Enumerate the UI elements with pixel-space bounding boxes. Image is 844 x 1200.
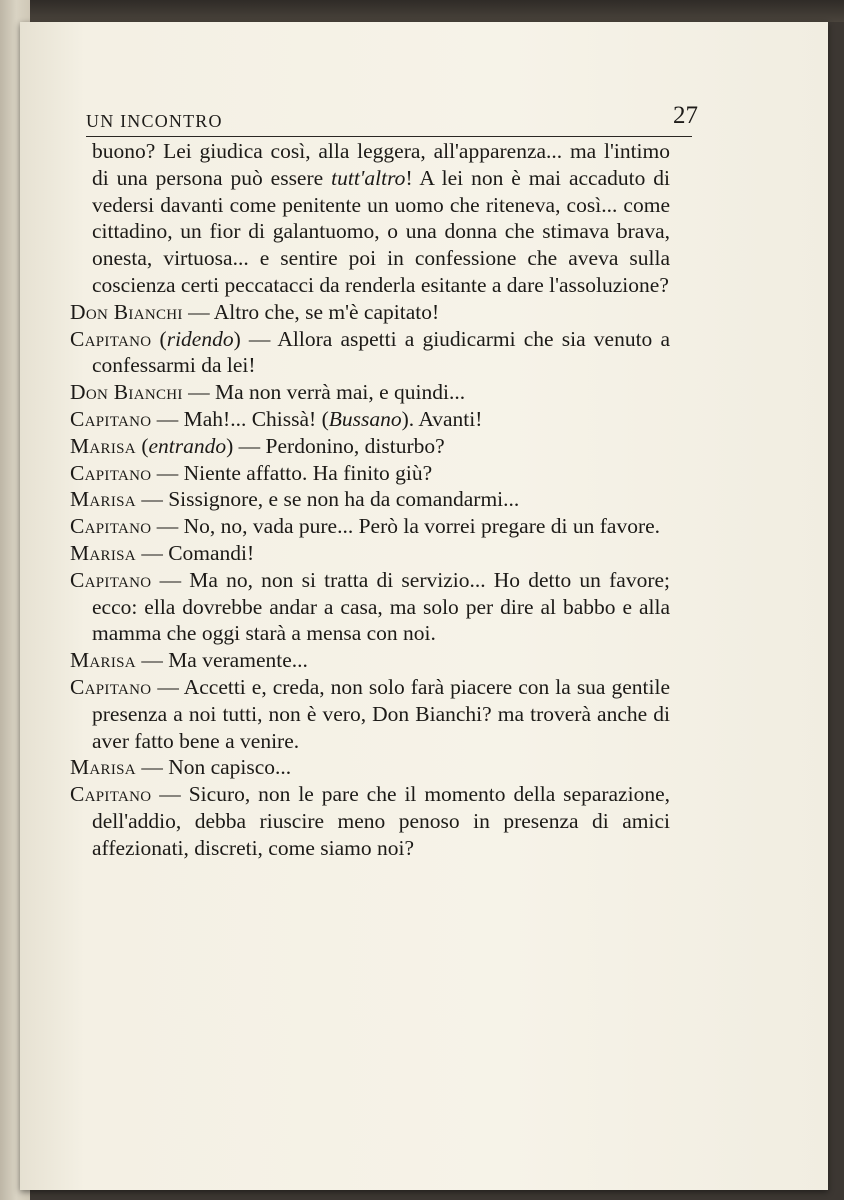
speaker-name: Marisa [70,487,136,512]
dialogue-line: Capitano (ridendo) — Allora aspetti a giudicarmi che sia venuto a confessarmi da lei! [70,326,670,378]
emphasis: tutt'altro [331,165,406,190]
stage-direction: Bussano [328,406,402,431]
speaker-name: Capitano [70,326,152,351]
background-surface [0,0,844,22]
dialogue-line: Don Bianchi — Altro che, se m'è capitato! [70,299,440,324]
speaker-name: Capitano [70,460,152,485]
stage-direction: entrando [148,433,227,458]
speaker-name: Capitano [70,406,152,431]
speaker-name: Don Bianchi [70,380,183,405]
dialogue-line: Marisa — Comandi! [70,540,255,565]
dialogue-line: Capitano — Accetti e, creda, non solo farà piacere con la sua gentile presenza a noi tutti, non è vero, Don Bianchi? ma troverà anche di aver fatto bene a venire. [70,674,670,753]
dialogue-line: Marisa — Non capisco... [70,755,292,780]
speaker-name: Capitano [70,674,152,699]
speaker-name: Marisa [70,648,136,673]
speaker-name: Marisa [70,755,136,780]
dialogue-line: Capitano — Mah!... Chissà! (Bussano). Avanti! [70,406,483,431]
speaker-name: Don Bianchi [70,299,183,324]
dialogue-line: Capitano — Sicuro, non le pare che il momento della separazione, dell'addio, debba riuscire meno penoso in presenza di amici affezionati, discreti, come siamo noi? [70,782,670,860]
speaker-name: Capitano [70,567,152,592]
dialogue-line: Capitano — Ma no, non si tratta di servizio... Ho detto un favore; ecco: ella dovrebbe andar a casa, ma solo per dire al babbo e alla mamma che oggi starà a mensa con noi. [70,567,670,646]
running-head [86,102,698,137]
dialogue-line: Marisa — Ma veramente... [70,648,308,673]
dialogue-line: Marisa (entrando) — Perdonino, disturbo? [70,433,445,458]
dialogue-line: Don Bianchi — Ma non verrà mai, e quindi... [70,380,466,405]
page-number: 27 [673,102,698,129]
body-text [70,138,670,862]
dialogue-line: Marisa — Sissignore, e se non ha da comandarmi... [70,487,520,512]
dialogue-line: Capitano — No, no, vada pure... Però la vorrei pregare di un favore. [70,514,661,539]
stage-direction: ridendo [166,326,234,351]
running-head-title: UN INCONTRO [86,111,223,131]
speaker-name: Marisa [70,540,136,565]
speaker-name: Capitano [70,514,152,539]
paragraph-continuation: buono? Lei giudica così, alla leggera, all'apparenza... ma l'intimo di una persona può essere tutt'altro! A lei non è mai accaduto di vedersi davanti come penitente un uomo che riteneva, così... come cittadino, un fior di galantuomo, o una donna che stimava brava, onesta, virtuosa... e sentire poi in confessione che aveva sulla coscienza certi peccatacci da renderla esitante a dare l'assoluzione? [92,139,671,297]
speaker-name: Capitano [70,782,152,807]
speaker-name: Marisa [70,433,136,458]
dialogue-line: Capitano — Niente affatto. Ha finito giù? [70,460,433,485]
